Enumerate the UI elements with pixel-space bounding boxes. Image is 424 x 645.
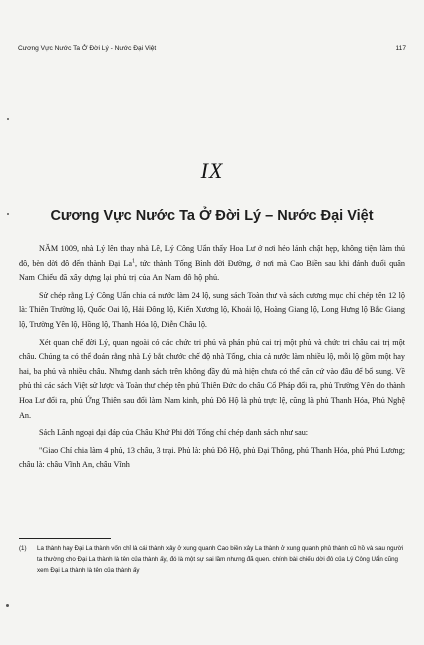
paragraph-3: Xét quan chế đời Lý, quan ngoài có các chức tri phủ và phán phủ cai trị một phủ và chức tri châu cai trị một châu. Chúng ta có thể đoán rằng nhà Lý bắt chước chế độ nhà Tống, chia cả nước làm nhiều lộ, mỗi lộ gồm một hay hai, ba phủ và nhiều châu. Nhưng danh sách trên không đầy đủ mà hiện chưa có thể căn cứ vào đâu để bổ sung. Về phủ thì các sách Việt sử lược và Toàn thư chép tên phủ Thiên Đức do châu Cổ Pháp đổi ra, phủ Trường Yên do thành Hoa Lư đổi ra, phủ Ứng Thiên sau đổi làm Nam kinh, phủ Đô Hộ là phủ trực lệ, cũng là phủ Thanh Hóa, Phủ Nghệ An. [19, 337, 405, 420]
body-text [19, 242, 405, 476]
paragraph-lead: NĂM 1009, [39, 244, 80, 253]
paragraph-2: Sử chép rằng Lý Công Uẩn chia cả nước làm 24 lộ, sung sách Toàn thư và sách cương mục chỉ chép tên 12 lộ là: Thiên Trường lộ, Quốc Oai lộ, Hải Đông lộ, Kiến Xương lộ, Khoái lộ, Hoàng Giang lộ, Long Hưng lộ Bắc Giang lộ, Trường Yên lộ, Hồng lộ, Thanh Hóa lộ, Diễn Châu lộ. [19, 290, 405, 329]
scan-speck [7, 213, 9, 215]
paragraph-5: "Giao Chỉ chia làm 4 phủ, 13 châu, 3 trại. Phủ là: phủ Đô Hộ, phủ Đại Thông, phủ Thanh Hóa, phủ Phú Lương; châu là: châu Vĩnh An, châu Vĩnh [19, 445, 405, 470]
paragraph-1 [19, 242, 405, 286]
paragraph-text: nhà Lý lên thay nhà Lê, Lý Công Uẩn thấy Hoa Lư ở nơi hẻo lánh chật hẹp, không tiện làm thủ đô, bèn dời đô đến thành Đại La [19, 244, 405, 268]
footnote [19, 543, 405, 576]
scan-speck [6, 604, 9, 607]
chapter-number: IX [200, 158, 224, 183]
chapter-title: Cương Vực Nước Ta Ở Đời Lý – Nước Đại Việt [50, 208, 374, 224]
paragraph-4: Sách Lãnh ngoại đại đáp của Châu Khứ Phi đời Tống chỉ chép danh sách như sau: [39, 428, 309, 438]
footnote-ref: 1 [131, 257, 135, 264]
footnote-rule [19, 538, 111, 539]
footnote-text: La thành hay Đại La thành vốn chỉ là cái thành xây ở xung quanh Cao biền xây La thành ở xung quanh phủ thành cũ hồ và sau người ta thường cho Đại La thành là tên của thành ấy, đó là một sự sai lầm nhưng đã quen. chính bài chiếu dời đô của Lý Công Uẩn cũng xem Đại La thành là tên của thành ấy [37, 545, 404, 574]
paragraph-tail: , tức thành Tống Bình đời Đường, ở nơi mà Cao Biền sau khi đánh đuổi quân Nam Chiếu đã xây dựng lại phủ trị của An Nam đô hộ phủ. [19, 258, 405, 283]
footnote-mark: (1) [19, 545, 27, 552]
scan-speck [7, 118, 9, 120]
running-header [18, 45, 406, 52]
page-number: 117 [395, 45, 406, 52]
running-header-title: Cương Vực Nước Ta Ở Đời Lý - Nước Đại Việt [18, 45, 157, 52]
